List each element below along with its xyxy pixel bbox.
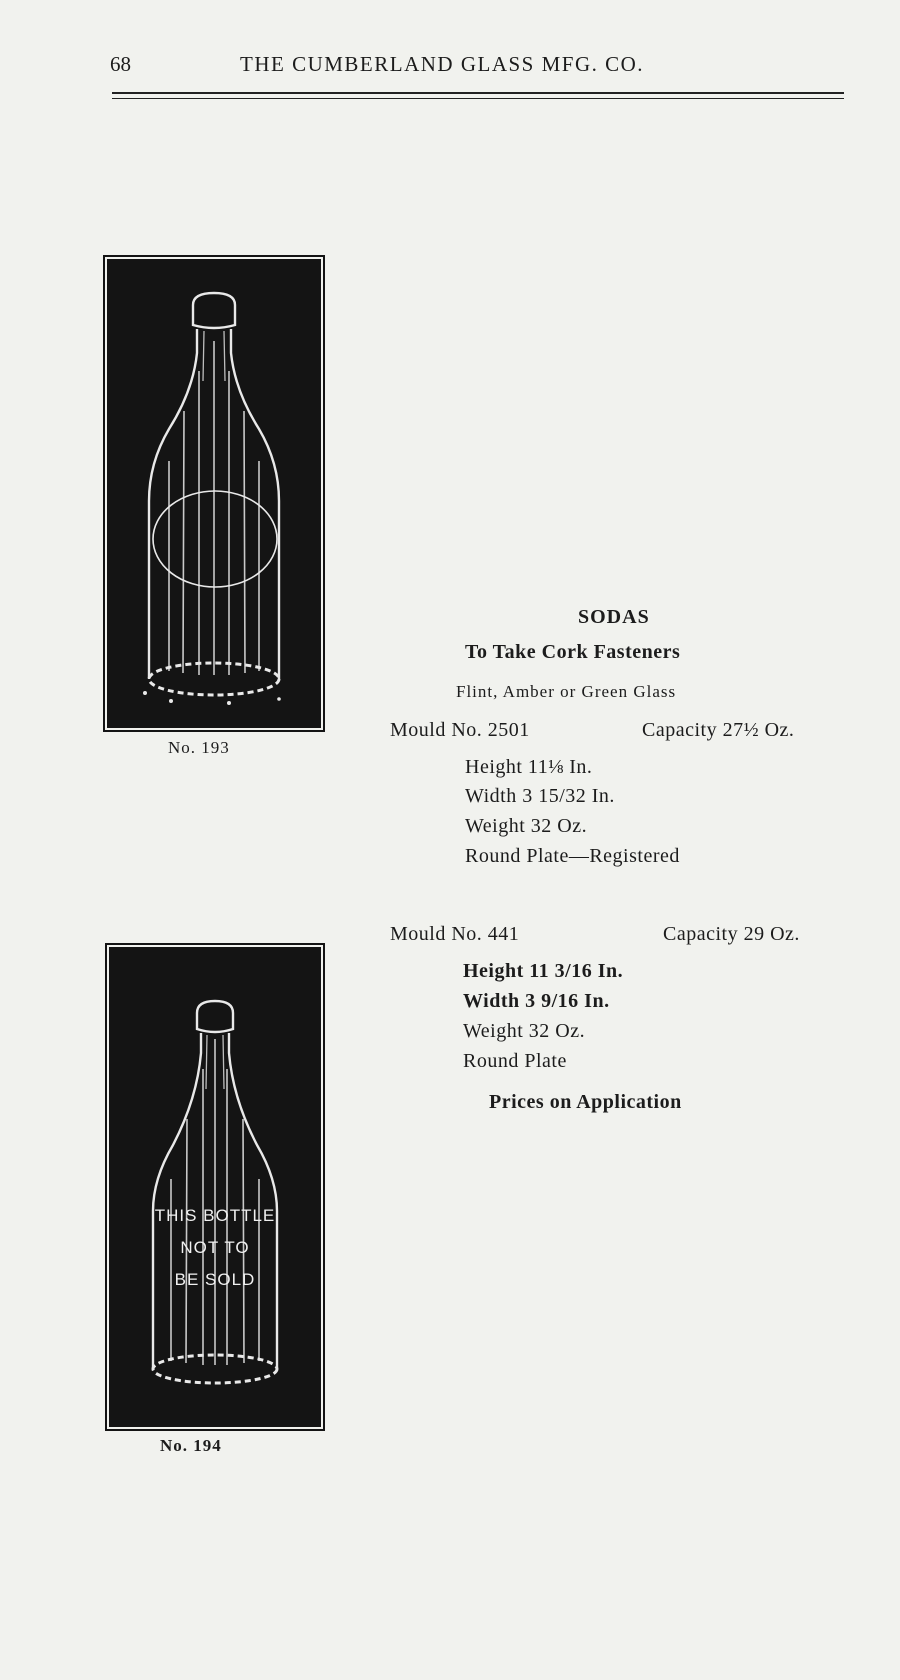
embossing-line-3: BE SOLD	[174, 1270, 256, 1289]
bottle-193-image	[109, 261, 319, 726]
mould-width: Width 3 9/16 In.	[463, 990, 610, 1012]
section-title: SODAS	[578, 606, 650, 628]
bottle-illustration-194	[109, 947, 321, 1427]
mould-weight: Weight 32 Oz.	[463, 1020, 586, 1042]
mould-weight: Weight 32 Oz.	[465, 815, 588, 837]
bottle-194-image	[111, 949, 319, 1425]
running-head: THE CUMBERLAND GLASS MFG. CO.	[240, 52, 645, 76]
figure-caption-193: No. 193	[168, 738, 230, 757]
mould-capacity: Capacity 29 Oz.	[663, 923, 800, 945]
bottle-illustration-193	[107, 259, 321, 728]
embossing-line-1: THIS BOTTLE	[154, 1206, 276, 1225]
page-number: 68	[110, 52, 131, 76]
header-rule-thin	[112, 98, 844, 99]
mould-height: Height 11 3/16 In.	[463, 960, 624, 982]
mould-number: Mould No. 441	[390, 923, 520, 945]
header-rule	[112, 92, 844, 94]
mould-width: Width 3 15/32 In.	[465, 785, 615, 807]
figure-caption-194: No. 194	[160, 1436, 222, 1455]
mould-capacity: Capacity 27½ Oz.	[642, 719, 795, 741]
prices-note: Prices on Application	[489, 1091, 682, 1113]
section-subtitle: To Take Cork Fasteners	[465, 641, 681, 663]
mould-number: Mould No. 2501	[390, 719, 530, 741]
mould-height: Height 11⅛ In.	[465, 756, 593, 778]
mould-plate: Round Plate	[463, 1050, 567, 1072]
mould-plate: Round Plate—Registered	[465, 845, 680, 867]
embossing-line-2: NOT TO	[180, 1238, 250, 1257]
glass-note: Flint, Amber or Green Glass	[456, 682, 677, 701]
